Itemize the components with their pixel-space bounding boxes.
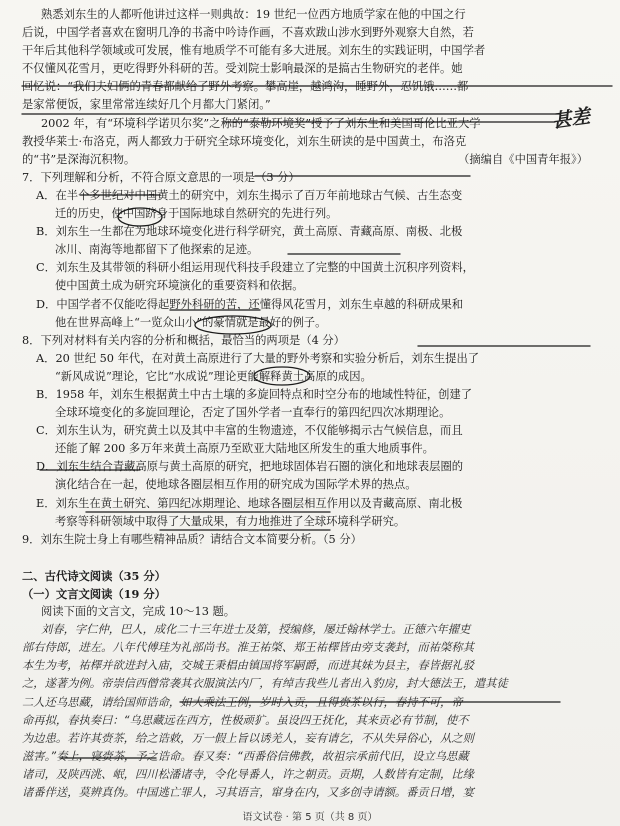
q7-option-b[interactable]: B．刘东生一生都在为地球环境变化进行科学研究，黄土高原、青藏高原、南极、北极: [36, 225, 463, 239]
classical-text-line: 诸番伴送，莫辨真伪。中国逃亡罪人，习其语言，窜身在内，又多创寺请额。番贡日增，宴: [22, 786, 474, 800]
section-classical-chinese: [22, 567, 610, 802]
question-8: [22, 332, 610, 531]
classical-text-line: 诸司，及陕西洮、岷，四川松潘诸寺，令化导番人，许之朝贡。贡期，人数皆有定制，比缘: [22, 767, 474, 781]
classical-text-line: 滋害。”奏上，寝赍茶，予之诰命。春又奏：“西番俗信佛教，故祖宗承前代旧，设立乌思藏: [22, 749, 469, 763]
passage-line: 熟悉刘东生的人都听他讲过这样一则典故：19 世纪一位西方地质学家在他的中国之行: [41, 8, 466, 21]
q7-option-c[interactable]: C．刘东生及其带领的科研小组运用现代科技手段建立了完整的中国黄土沉积序列资料，: [36, 261, 474, 275]
q8-option-a-cont: “新风成说”理论，它比“水成说”理论更能解释黄土高原的成因。: [55, 369, 372, 383]
reading-passage: [22, 6, 610, 169]
q7-option-a[interactable]: A．在半个多世纪对中国黄土的研究中，刘东生揭示了百万年前地球古气候、古生态变: [36, 188, 463, 202]
question-7-stem: 7．下列理解和分析，不符合原文意思的一项是（3 分）: [22, 170, 300, 184]
subsection-title: （一）文言文阅读（19 分）: [22, 587, 166, 601]
source-citation: （摘编自《中国青年报》）: [458, 152, 588, 166]
passage-line: 不仅懂风花雪月，更吃得野外科研的苦。受刘院士影响最深的是搞古生物研究的老伴。她: [22, 62, 463, 76]
passage-line: 教授华莱士·布洛克，两人都致力于研究全球环境变化，刘东生研读的是中国黄土，布洛克: [22, 134, 467, 148]
passage-line: 回忆说：“我们夫妇俩的青春都献给了野外考察。攀高崖，越鸿沟，睡野外，忍饥饿……都: [22, 80, 469, 94]
q7-option-c-cont: 使中国黄土成为研究环境演化的重要资料和依据。: [55, 279, 304, 293]
passage-line: 干年后其他科学领域或可发展，惟有地质学不可能有多大进展。刘东生的实践证明，中国学者: [22, 44, 486, 58]
section-title: 二、古代诗文阅读（35 分）: [22, 568, 166, 583]
classical-text-line: 本生为考，祐檡并欲进封入庙，交城王秉椙由镇国将军嗣爵，而进其妹为县主，春皆据礼驳: [22, 659, 474, 673]
classical-text-line: 为边患。若许其赍茶，给之诰敕，万一假上旨以诱羌人，妄有请乞，不从失异俗心，从之则: [22, 731, 474, 745]
q8-option-c-cont: 还能了解 200 多万年来黄土高原乃至欧亚大陆地区所发生的重大地质事件。: [55, 442, 434, 456]
question-8-stem: 8．下列对材料有关内容的分析和概括，最恰当的两项是（4 分）: [22, 333, 345, 347]
passage-line: 2002 年，有“环境科学诺贝尔奖”之称的“泰勒环境奖”授予了刘东生和美国哥伦比亚大学: [41, 116, 481, 130]
page-content: [22, 6, 610, 802]
classical-text-line: 命再拟，春执奏曰：“乌思藏远在西方，性极顽犷。虽设四王抚化，其来贡必有节制，使不: [22, 713, 469, 727]
q7-option-d[interactable]: D．中国学者不仅能吃得起野外科研的苦，还懂得风花雪月，刘东生卓越的科研成果和: [36, 297, 464, 311]
classical-text-line: 二人还乌思藏，请给国师诰命，如大乘法王例，岁时入贡，且得赍茶以行，春持不可，帝: [22, 695, 463, 709]
q7-option-d-cont: 他在世界高峰上“一览众山小”的豪情就是最好的例子。: [55, 315, 327, 329]
q8-option-d[interactable]: D．刘东生结合青藏高原与黄土高原的研究，把地球固体岩石圈的演化和地球表层圈的: [36, 460, 464, 474]
q8-option-b[interactable]: B．1958 年，刘东生根据黄土中古土壤的多旋回特点和时空分布的地域性特征，创建了: [36, 387, 473, 401]
classical-text-line: 刘春，字仁仲，巴人，成化二十三年进士及第，授编修，屡迁翰林学士。正德六年擢吏: [41, 623, 471, 637]
classical-text-line: 部右侍郎，进左。八年代傅珪为礼部尚书。淮王祐棨、郑王祐檡皆由旁支袭封，而祐棨称其: [22, 641, 474, 655]
classical-text-line: 之，遂著为例。帝崇信西僧常袭其衣服演法内厂，有绰吉我些儿者出入豹房，封大德法王，遣其徒: [22, 677, 508, 691]
question-9: 9．刘东生院士身上有哪些精神品质？请结合文本简要分析。（5 分）: [22, 532, 362, 546]
q8-option-d-cont: 演化结合在一起，使地球各圈层相互作用的研究成为国际学术界的热点。: [55, 478, 417, 492]
q8-option-e[interactable]: E．刘东生在黄土研究、第四纪冰期理论、地球各圈层相互作用以及青藏高原、南北极: [36, 496, 463, 510]
question-7: [22, 169, 610, 332]
passage-line: 是家常便饭，家里常常连续好几个月都大门紧闭。”: [22, 98, 271, 112]
passage-last-line: [22, 151, 610, 169]
q8-option-a[interactable]: A．20 世纪 50 年代，在对黄土高原进行了大量的野外考察和实验分析后，刘东生提出了: [36, 351, 480, 365]
q8-option-e-cont: 考察等科研领域中取得了大量成果，有力地推进了全球环境科学研究。: [55, 514, 406, 528]
page-footer: 语文试卷 · 第 5 页（共 8 页）: [242, 812, 378, 823]
handwritten-annotation: 甚差: [550, 105, 592, 133]
q8-option-b-cont: 全球环境变化的多旋回理论，否定了国外学者一直奉行的第四纪四次冰期理论。: [55, 406, 451, 420]
reading-instruction: 阅读下面的文言文，完成 10～13 题。: [41, 605, 236, 619]
answer-space[interactable]: [22, 549, 610, 567]
q7-option-b-cont: 冰川、南海等地都留下了他探索的足迹。: [55, 243, 259, 257]
q7-option-a-cont: 迁的历史，使中国跻身于国际地球自然研究的先进行列。: [55, 207, 338, 221]
passage-line: 的“书”是深海沉积物。: [22, 152, 136, 166]
q8-option-c[interactable]: C．刘东生认为，研究黄土以及其中丰富的生物遗迹，不仅能够揭示古气候信息，而且: [36, 424, 463, 438]
passage-line: 后说，中国学者喜欢在窗明几净的书斋中吟诗作画，不喜欢跋山涉水到野外观察大自然，若: [22, 26, 474, 40]
